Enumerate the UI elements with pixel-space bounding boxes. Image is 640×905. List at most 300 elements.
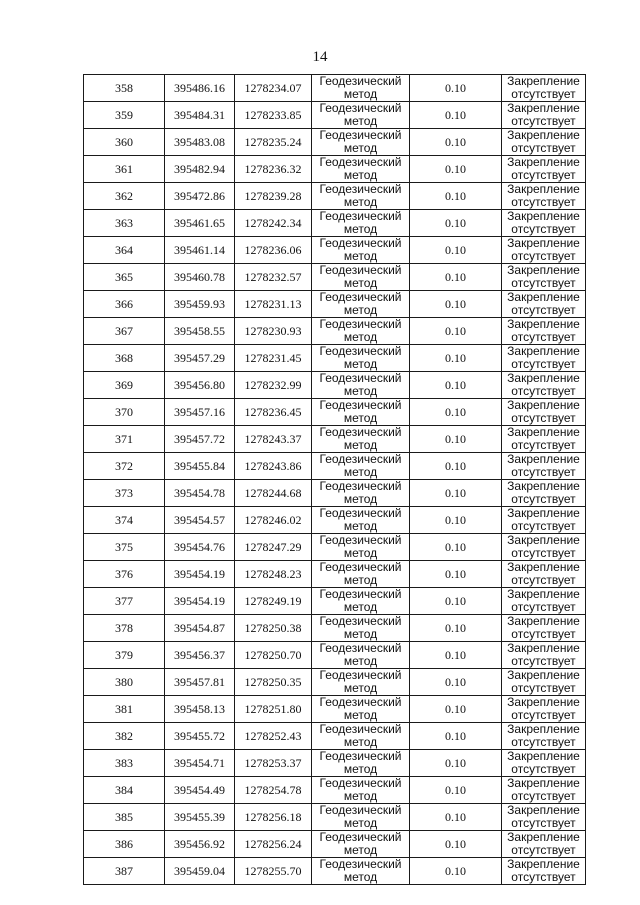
y-coordinate-cell: 1278251.80 — [235, 696, 312, 723]
x-coordinate-cell: 395460.78 — [165, 264, 235, 291]
table-row — [84, 210, 586, 237]
accuracy-cell: 0.10 — [410, 858, 502, 885]
fixation-cell-line-2: отсутствует — [511, 735, 576, 749]
fixation-cell-line-1: Закрепление — [507, 101, 580, 115]
method-cell-line-2: метод — [343, 654, 378, 668]
fixation-cell — [502, 561, 586, 588]
method-cell-line-1: Геодезический — [319, 776, 402, 790]
x-coordinate-cell: 395456.92 — [165, 831, 235, 858]
fixation-cell-line-1: Закрепление — [507, 155, 580, 169]
fixation-cell — [502, 129, 586, 156]
table-row — [84, 723, 586, 750]
table-row — [84, 426, 586, 453]
accuracy-cell: 0.10 — [410, 237, 502, 264]
accuracy-cell: 0.10 — [410, 534, 502, 561]
method-cell-line-2: метод — [343, 384, 378, 398]
fixation-cell-line-1: Закрепление — [507, 587, 580, 601]
fixation-cell-line-1: Закрепление — [507, 344, 580, 358]
method-cell — [312, 372, 410, 399]
fixation-cell — [502, 750, 586, 777]
fixation-cell — [502, 615, 586, 642]
y-coordinate-cell: 1278231.45 — [235, 345, 312, 372]
method-cell-line-1: Геодезический — [319, 155, 402, 169]
method-cell-line-2: метод — [343, 762, 378, 776]
x-coordinate-cell: 395486.16 — [165, 75, 235, 102]
method-cell — [312, 858, 410, 885]
method-cell — [312, 615, 410, 642]
point-number-cell: 360 — [84, 129, 165, 156]
fixation-cell-line-2: отсутствует — [511, 843, 576, 857]
y-coordinate-cell: 1278233.85 — [235, 102, 312, 129]
method-cell — [312, 102, 410, 129]
y-coordinate-cell: 1278234.07 — [235, 75, 312, 102]
method-cell — [312, 264, 410, 291]
method-cell — [312, 669, 410, 696]
accuracy-cell: 0.10 — [410, 696, 502, 723]
y-coordinate-cell: 1278235.24 — [235, 129, 312, 156]
table-row — [84, 534, 586, 561]
accuracy-cell: 0.10 — [410, 777, 502, 804]
y-coordinate-cell: 1278242.34 — [235, 210, 312, 237]
method-cell — [312, 453, 410, 480]
table-row — [84, 561, 586, 588]
table-row — [84, 831, 586, 858]
method-cell — [312, 642, 410, 669]
fixation-cell-line-1: Закрепление — [507, 668, 580, 682]
table-row — [84, 615, 586, 642]
point-number-cell: 362 — [84, 183, 165, 210]
y-coordinate-cell: 1278236.32 — [235, 156, 312, 183]
fixation-cell-line-2: отсутствует — [511, 303, 576, 317]
accuracy-cell: 0.10 — [410, 102, 502, 129]
x-coordinate-cell: 395454.19 — [165, 588, 235, 615]
fixation-cell — [502, 399, 586, 426]
table-row — [84, 750, 586, 777]
method-cell-line-1: Геодезический — [319, 236, 402, 250]
accuracy-cell: 0.10 — [410, 264, 502, 291]
fixation-cell-line-2: отсутствует — [511, 762, 576, 776]
method-cell — [312, 156, 410, 183]
method-cell — [312, 210, 410, 237]
accuracy-cell: 0.10 — [410, 507, 502, 534]
fixation-cell-line-2: отсутствует — [511, 249, 576, 263]
fixation-cell-line-2: отсутствует — [511, 411, 576, 425]
method-cell-line-2: метод — [343, 330, 378, 344]
fixation-cell-line-1: Закрепление — [507, 560, 580, 574]
point-number-cell: 385 — [84, 804, 165, 831]
method-cell-line-2: метод — [343, 681, 378, 695]
accuracy-cell: 0.10 — [410, 750, 502, 777]
table-row — [84, 453, 586, 480]
table-row — [84, 588, 586, 615]
accuracy-cell: 0.10 — [410, 453, 502, 480]
point-number-cell: 368 — [84, 345, 165, 372]
x-coordinate-cell: 395457.72 — [165, 426, 235, 453]
fixation-cell — [502, 588, 586, 615]
table-row — [84, 372, 586, 399]
y-coordinate-cell: 1278255.70 — [235, 858, 312, 885]
y-coordinate-cell: 1278244.68 — [235, 480, 312, 507]
fixation-cell-line-2: отсутствует — [511, 654, 576, 668]
fixation-cell-line-1: Закрепление — [507, 614, 580, 628]
method-cell — [312, 345, 410, 372]
fixation-cell-line-1: Закрепление — [507, 182, 580, 196]
accuracy-cell: 0.10 — [410, 291, 502, 318]
method-cell — [312, 723, 410, 750]
method-cell-line-2: метод — [343, 573, 378, 587]
method-cell-line-1: Геодезический — [319, 344, 402, 358]
method-cell-line-2: метод — [343, 546, 378, 560]
fixation-cell-line-1: Закрепление — [507, 209, 580, 223]
method-cell-line-1: Геодезический — [319, 506, 402, 520]
point-number-cell: 384 — [84, 777, 165, 804]
x-coordinate-cell: 395461.14 — [165, 237, 235, 264]
fixation-cell — [502, 831, 586, 858]
y-coordinate-cell: 1278236.06 — [235, 237, 312, 264]
point-number-cell: 386 — [84, 831, 165, 858]
method-cell-line-1: Геодезический — [319, 128, 402, 142]
method-cell — [312, 480, 410, 507]
fixation-cell — [502, 723, 586, 750]
accuracy-cell: 0.10 — [410, 588, 502, 615]
fixation-cell-line-2: отсутствует — [511, 222, 576, 236]
method-cell-line-1: Геодезический — [319, 857, 402, 871]
fixation-cell-line-2: отсутствует — [511, 465, 576, 479]
fixation-cell-line-1: Закрепление — [507, 803, 580, 817]
fixation-cell — [502, 642, 586, 669]
x-coordinate-cell: 395456.80 — [165, 372, 235, 399]
fixation-cell-line-1: Закрепление — [507, 452, 580, 466]
point-number-cell: 376 — [84, 561, 165, 588]
method-cell-line-2: метод — [343, 195, 378, 209]
fixation-cell-line-2: отсутствует — [511, 276, 576, 290]
method-cell-line-2: метод — [343, 222, 378, 236]
x-coordinate-cell: 395456.37 — [165, 642, 235, 669]
fixation-cell-line-1: Закрепление — [507, 371, 580, 385]
fixation-cell-line-2: отсутствует — [511, 384, 576, 398]
fixation-cell — [502, 210, 586, 237]
fixation-cell-line-1: Закрепление — [507, 749, 580, 763]
table-row — [84, 399, 586, 426]
table-row — [84, 129, 586, 156]
accuracy-cell: 0.10 — [410, 831, 502, 858]
method-cell-line-2: метод — [343, 627, 378, 641]
fixation-cell-line-1: Закрепление — [507, 506, 580, 520]
x-coordinate-cell: 395482.94 — [165, 156, 235, 183]
table-row — [84, 345, 586, 372]
x-coordinate-cell: 395457.81 — [165, 669, 235, 696]
method-cell — [312, 534, 410, 561]
fixation-cell-line-2: отсутствует — [511, 546, 576, 560]
fixation-cell-line-2: отсутствует — [511, 708, 576, 722]
method-cell-line-2: метод — [343, 357, 378, 371]
point-number-cell: 364 — [84, 237, 165, 264]
point-number-cell: 366 — [84, 291, 165, 318]
table-row — [84, 804, 586, 831]
fixation-cell — [502, 345, 586, 372]
method-cell-line-1: Геодезический — [319, 533, 402, 547]
table-row — [84, 858, 586, 885]
x-coordinate-cell: 395459.04 — [165, 858, 235, 885]
method-cell-line-1: Геодезический — [319, 101, 402, 115]
table-row — [84, 480, 586, 507]
fixation-cell — [502, 507, 586, 534]
point-number-cell: 378 — [84, 615, 165, 642]
method-cell-line-1: Геодезический — [319, 695, 402, 709]
y-coordinate-cell: 1278250.70 — [235, 642, 312, 669]
table-row — [84, 291, 586, 318]
table-row — [84, 237, 586, 264]
point-number-cell: 373 — [84, 480, 165, 507]
fixation-cell-line-2: отсутствует — [511, 573, 576, 587]
x-coordinate-cell: 395457.29 — [165, 345, 235, 372]
fixation-cell-line-1: Закрепление — [507, 479, 580, 493]
y-coordinate-cell: 1278239.28 — [235, 183, 312, 210]
method-cell-line-1: Геодезический — [319, 587, 402, 601]
x-coordinate-cell: 395454.76 — [165, 534, 235, 561]
method-cell-line-1: Геодезический — [319, 668, 402, 682]
method-cell-line-2: метод — [343, 87, 378, 101]
method-cell-line-2: метод — [343, 411, 378, 425]
method-cell-line-2: метод — [343, 519, 378, 533]
method-cell-line-1: Геодезический — [319, 614, 402, 628]
table-row — [84, 669, 586, 696]
fixation-cell — [502, 777, 586, 804]
method-cell-line-1: Геодезический — [319, 722, 402, 736]
y-coordinate-cell: 1278246.02 — [235, 507, 312, 534]
fixation-cell-line-2: отсутствует — [511, 870, 576, 884]
method-cell-line-1: Геодезический — [319, 803, 402, 817]
fixation-cell — [502, 75, 586, 102]
method-cell-line-1: Геодезический — [319, 290, 402, 304]
fixation-cell — [502, 696, 586, 723]
x-coordinate-cell: 395454.78 — [165, 480, 235, 507]
fixation-cell-line-1: Закрепление — [507, 857, 580, 871]
y-coordinate-cell: 1278254.78 — [235, 777, 312, 804]
y-coordinate-cell: 1278232.57 — [235, 264, 312, 291]
table-row — [84, 318, 586, 345]
fixation-cell-line-1: Закрепление — [507, 533, 580, 547]
table-row — [84, 696, 586, 723]
x-coordinate-cell: 395458.55 — [165, 318, 235, 345]
accuracy-cell: 0.10 — [410, 480, 502, 507]
y-coordinate-cell: 1278253.37 — [235, 750, 312, 777]
method-cell-line-2: метод — [343, 276, 378, 290]
y-coordinate-cell: 1278243.86 — [235, 453, 312, 480]
fixation-cell — [502, 264, 586, 291]
fixation-cell-line-2: отсутствует — [511, 627, 576, 641]
coordinates-table — [83, 74, 586, 885]
method-cell-line-1: Геодезический — [319, 452, 402, 466]
table-row — [84, 102, 586, 129]
x-coordinate-cell: 395454.49 — [165, 777, 235, 804]
method-cell-line-1: Геодезический — [319, 479, 402, 493]
accuracy-cell: 0.10 — [410, 345, 502, 372]
method-cell-line-2: метод — [343, 708, 378, 722]
method-cell-line-2: метод — [343, 168, 378, 182]
fixation-cell-line-2: отсутствует — [511, 330, 576, 344]
accuracy-cell: 0.10 — [410, 399, 502, 426]
accuracy-cell: 0.10 — [410, 426, 502, 453]
x-coordinate-cell: 395455.72 — [165, 723, 235, 750]
fixation-cell — [502, 237, 586, 264]
x-coordinate-cell: 395472.86 — [165, 183, 235, 210]
fixation-cell-line-2: отсутствует — [511, 114, 576, 128]
method-cell-line-1: Геодезический — [319, 317, 402, 331]
coordinates-table-body — [84, 75, 586, 885]
fixation-cell-line-1: Закрепление — [507, 128, 580, 142]
fixation-cell-line-1: Закрепление — [507, 317, 580, 331]
method-cell-line-2: метод — [343, 465, 378, 479]
x-coordinate-cell: 395454.19 — [165, 561, 235, 588]
fixation-cell — [502, 669, 586, 696]
fixation-cell-line-2: отсутствует — [511, 168, 576, 182]
x-coordinate-cell: 395483.08 — [165, 129, 235, 156]
accuracy-cell: 0.10 — [410, 804, 502, 831]
fixation-cell — [502, 102, 586, 129]
table-row — [84, 75, 586, 102]
method-cell-line-2: метод — [343, 843, 378, 857]
fixation-cell-line-2: отсутствует — [511, 789, 576, 803]
method-cell-line-1: Геодезический — [319, 182, 402, 196]
point-number-cell: 374 — [84, 507, 165, 534]
x-coordinate-cell: 395454.87 — [165, 615, 235, 642]
accuracy-cell: 0.10 — [410, 561, 502, 588]
method-cell — [312, 183, 410, 210]
accuracy-cell: 0.10 — [410, 372, 502, 399]
method-cell-line-1: Геодезический — [319, 209, 402, 223]
point-number-cell: 379 — [84, 642, 165, 669]
method-cell-line-2: метод — [343, 141, 378, 155]
fixation-cell-line-2: отсутствует — [511, 141, 576, 155]
method-cell — [312, 777, 410, 804]
y-coordinate-cell: 1278250.35 — [235, 669, 312, 696]
x-coordinate-cell: 395461.65 — [165, 210, 235, 237]
fixation-cell-line-1: Закрепление — [507, 290, 580, 304]
method-cell — [312, 75, 410, 102]
x-coordinate-cell: 395459.93 — [165, 291, 235, 318]
method-cell-line-2: метод — [343, 249, 378, 263]
method-cell — [312, 291, 410, 318]
accuracy-cell: 0.10 — [410, 156, 502, 183]
fixation-cell-line-2: отсутствует — [511, 357, 576, 371]
point-number-cell: 365 — [84, 264, 165, 291]
point-number-cell: 375 — [84, 534, 165, 561]
method-cell-line-1: Геодезический — [319, 749, 402, 763]
y-coordinate-cell: 1278248.23 — [235, 561, 312, 588]
method-cell-line-1: Геодезический — [319, 74, 402, 88]
point-number-cell: 380 — [84, 669, 165, 696]
fixation-cell-line-1: Закрепление — [507, 830, 580, 844]
table-row — [84, 777, 586, 804]
method-cell-line-1: Геодезический — [319, 425, 402, 439]
fixation-cell-line-2: отсутствует — [511, 492, 576, 506]
method-cell — [312, 318, 410, 345]
point-number-cell: 371 — [84, 426, 165, 453]
method-cell-line-1: Геодезический — [319, 371, 402, 385]
fixation-cell-line-2: отсутствует — [511, 195, 576, 209]
method-cell — [312, 750, 410, 777]
method-cell — [312, 804, 410, 831]
method-cell — [312, 426, 410, 453]
y-coordinate-cell: 1278243.37 — [235, 426, 312, 453]
method-cell-line-2: метод — [343, 816, 378, 830]
fixation-cell-line-2: отсутствует — [511, 87, 576, 101]
x-coordinate-cell: 395455.84 — [165, 453, 235, 480]
method-cell-line-1: Геодезический — [319, 263, 402, 277]
method-cell-line-2: метод — [343, 735, 378, 749]
point-number-cell: 372 — [84, 453, 165, 480]
point-number-cell: 383 — [84, 750, 165, 777]
fixation-cell — [502, 804, 586, 831]
fixation-cell-line-2: отсутствует — [511, 681, 576, 695]
method-cell — [312, 588, 410, 615]
method-cell-line-1: Геодезический — [319, 560, 402, 574]
fixation-cell — [502, 858, 586, 885]
point-number-cell: 377 — [84, 588, 165, 615]
method-cell-line-2: метод — [343, 789, 378, 803]
fixation-cell — [502, 291, 586, 318]
fixation-cell-line-1: Закрепление — [507, 398, 580, 412]
method-cell — [312, 507, 410, 534]
method-cell — [312, 129, 410, 156]
fixation-cell-line-1: Закрепление — [507, 641, 580, 655]
accuracy-cell: 0.10 — [410, 129, 502, 156]
method-cell-line-2: метод — [343, 303, 378, 317]
point-number-cell: 381 — [84, 696, 165, 723]
fixation-cell — [502, 453, 586, 480]
fixation-cell-line-2: отсутствует — [511, 816, 576, 830]
y-coordinate-cell: 1278250.38 — [235, 615, 312, 642]
method-cell-line-1: Геодезический — [319, 830, 402, 844]
accuracy-cell: 0.10 — [410, 669, 502, 696]
y-coordinate-cell: 1278256.24 — [235, 831, 312, 858]
accuracy-cell: 0.10 — [410, 75, 502, 102]
fixation-cell-line-1: Закрепление — [507, 695, 580, 709]
y-coordinate-cell: 1278232.99 — [235, 372, 312, 399]
x-coordinate-cell: 395458.13 — [165, 696, 235, 723]
fixation-cell-line-1: Закрепление — [507, 722, 580, 736]
table-row — [84, 264, 586, 291]
method-cell-line-2: метод — [343, 492, 378, 506]
table-row — [84, 642, 586, 669]
fixation-cell — [502, 534, 586, 561]
accuracy-cell: 0.10 — [410, 183, 502, 210]
method-cell-line-2: метод — [343, 438, 378, 452]
fixation-cell-line-1: Закрепление — [507, 425, 580, 439]
fixation-cell — [502, 426, 586, 453]
point-number-cell: 367 — [84, 318, 165, 345]
method-cell-line-1: Геодезический — [319, 398, 402, 412]
x-coordinate-cell: 395457.16 — [165, 399, 235, 426]
fixation-cell-line-1: Закрепление — [507, 236, 580, 250]
fixation-cell — [502, 318, 586, 345]
method-cell-line-2: метод — [343, 600, 378, 614]
point-number-cell: 361 — [84, 156, 165, 183]
y-coordinate-cell: 1278256.18 — [235, 804, 312, 831]
fixation-cell — [502, 156, 586, 183]
point-number-cell: 382 — [84, 723, 165, 750]
point-number-cell: 359 — [84, 102, 165, 129]
x-coordinate-cell: 395484.31 — [165, 102, 235, 129]
fixation-cell-line-2: отсутствует — [511, 600, 576, 614]
accuracy-cell: 0.10 — [410, 210, 502, 237]
table-row — [84, 156, 586, 183]
fixation-cell — [502, 183, 586, 210]
fixation-cell — [502, 372, 586, 399]
point-number-cell: 363 — [84, 210, 165, 237]
fixation-cell-line-1: Закрепление — [507, 263, 580, 277]
